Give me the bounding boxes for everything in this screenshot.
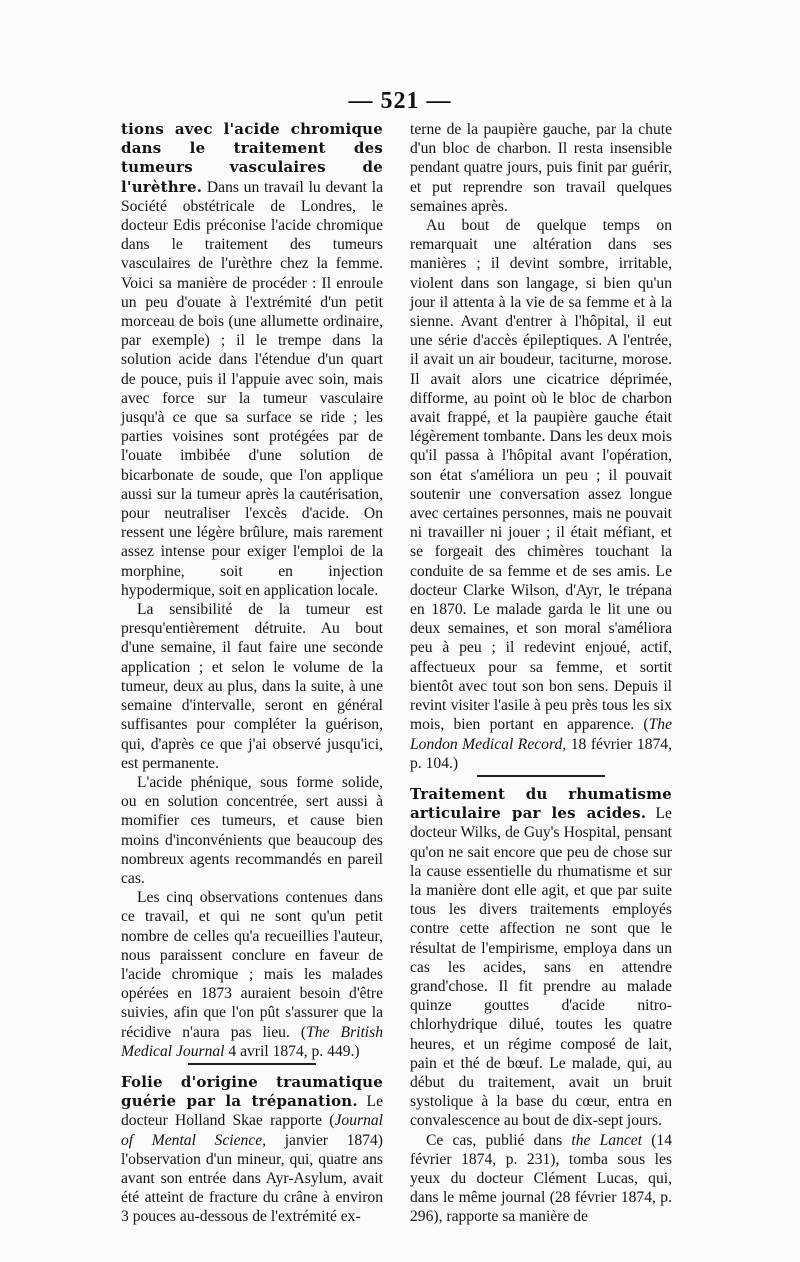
article-chromic-acid — [121, 120, 383, 600]
paragraph-text: Les cinq observations contenues dans ce travail, et qui ne sont qu'un petit nombre de celles qu'a recueillies l'auteur, nous paraissent conclure en faveur de l'acide chromique ; mais les malades opérées en 1873 auraient besoin d'être suivies, afin que l'on pût s'assurer que la récidive n'aura pas lieu. ( — [121, 889, 383, 1041]
paragraph-text: (14 février 1874, p. 231), tomba sous les yeux du docteur Clément Lucas, qui, dans le même journal (28 février 1874, p. 296), rapporte sa manière de — [410, 1131, 673, 1226]
paragraph — [121, 888, 383, 1061]
page-number: — 521 — — [348, 88, 452, 114]
article-rheumatism — [410, 785, 672, 1131]
paragraph: L'acide phénique, sous forme solide, ou en solution concentrée, sert aussi à momifier ces tumeurs, et cause bien moins d'inconvénients que beaucoup des nombreux agents recommandés en pareil cas. — [121, 773, 383, 887]
citation-ref: 4 avril 1874, p. 449.) — [224, 1042, 360, 1060]
article-heading: Folie d'origine traumatique guérie par la trépanation. — [121, 1072, 383, 1111]
section-divider — [477, 775, 605, 777]
journal-citation: The London Medical Record, — [410, 716, 672, 753]
paragraph-text: Au bout de quelque temps on remarquait une altération dans ses manières ; il devint sombre, irritable, violent dans son langage, si bien qu'un jour il attenta à la vie de sa femme et à la sienne. Avant d'entrer à l'hôpital, il eut une série d'accès épileptiques. A l'entrée, il avait un air boudeur, taciturne, morose. Il avait alors une cicatrice déprimée, difforme, au point où le bloc de charbon avait frappé, et la paupière gauche était légèrement tombante. Dans les deux mois qu'il passa à l'hôpital avant l'opération, son état s'améliora un peu ; il pouvait soutenir une conversation assez longue avec certaines personnes, mais ne pouvait ni travailler ni jouer ; il était méfiant, et se forgeait des chimères touchant la conduite de sa femme et de ses amis. Le docteur Clarke Wilson, d'Ayr, le trépana en 1870. Le malade garda le lit une ou deux semaines, et son moral s'améliora peu à peu ; il redevint enjoué, actif, affectueux pour sa femme, et sortit bientôt avec tout son bon sens. Depuis il revint visiter l'asile à peu près tous les six mois, bien portant en apparence. ( — [410, 217, 672, 734]
citation-ref: 18 février 1874, p. 104.) — [410, 735, 672, 772]
left-column — [121, 120, 383, 1227]
section-divider — [188, 1063, 316, 1065]
article-body: Le docteur Holland Skae rapporte ( — [121, 1093, 383, 1130]
paragraph-text: Ce cas, publié dans — [426, 1131, 572, 1149]
article-trepanation — [121, 1073, 383, 1227]
paragraph: terne de la paupière gauche, par la chute d'un bloc de charbon. Il resta insensible pendant quatre jours, puis finit par guérir, et put reprendre son travail quelques semaines après. — [410, 121, 672, 215]
article-body: Dans un travail lu devant la Société obstétricale de Londres, le docteur Edis préconise l'acide chromique dans le traitement des tumeurs vasculaires de l'urèthre chez la femme. Voici sa manière de procéder : Il enroule un peu d'ouate à l'extrémité d'un petit morceau de bois (une allumette ordinaire, par exemple) ; il le trempe dans la solution acide dans l'étendue d'un quart de pouce, puis il l'appuie avec soin, mais avec force sur la tumeur vasculaire jusqu'à ce que sa surface se ride ; les parties voisines sont protégées par de l'ouate imbibée d'une solution de bicarbonate de soude, que l'on applique aussi sur la tumeur après la cautérisation, pour neutraliser l'excès d'acide. On ressent une légère brûlure, mais rarement assez intense pour exiger l'emploi de la morphine, soit en injection hypodermique, soit en application locale. — [121, 178, 383, 599]
article-body: Le docteur Wilks, de Guy's Hospital, pensant qu'on ne sait encore que peu de chose sur la cause essentielle du rhumatisme et sur la manière dont elle agit, et que par suite tous les divers traitements employés contre cette affection ne sont que le résultat de l'empirisme, employa dans un cas les acides, sans en attendre grand'chose. Il fit prendre au malade quinze gouttes d'acide nitro-chlorhydrique dilué, toutes les quatre heures, et un régime composé de lait, pain et thé de bœuf. Le malade, qui, au début du traitement, avait un bruit systolique à la base du cœur, entra en convalescence au bout de dix-sept jours. — [410, 805, 672, 1130]
article-heading: tions avec l'acide chromique dans le traitement des tumeurs vasculaires de l'urèthre. — [121, 120, 383, 196]
article-body: janvier 1874) l'observation d'un mineur, qui, quatre ans avant son entrée dans Ayr-Asylum, avait été atteint de fracture du crâne à environ 3 pouces au-dessous de l'extrémité ex- — [121, 1131, 383, 1226]
journal-citation: Journal of Mental Science, — [121, 1112, 383, 1149]
journal-citation: the Lancet — [571, 1131, 643, 1149]
paragraph — [410, 1131, 672, 1227]
article-heading: Traitement du rhumatisme articulaire par les acides. — [410, 784, 672, 823]
right-column — [410, 120, 672, 1227]
journal-citation: The British Medical Journal — [121, 1023, 384, 1060]
paragraph — [410, 216, 672, 773]
paragraph: La sensibilité de la tumeur est presqu'entièrement détruite. Au bout d'une semaine, il faut faire une seconde application ; et selon le volume de la tumeur, deux au plus, dans la suite, à une semaine d'intervalle, seront en général suffisantes pour compléter la guérison, qui, d'après ce que j'ai observé jusqu'ici, est permanente. — [121, 601, 383, 772]
